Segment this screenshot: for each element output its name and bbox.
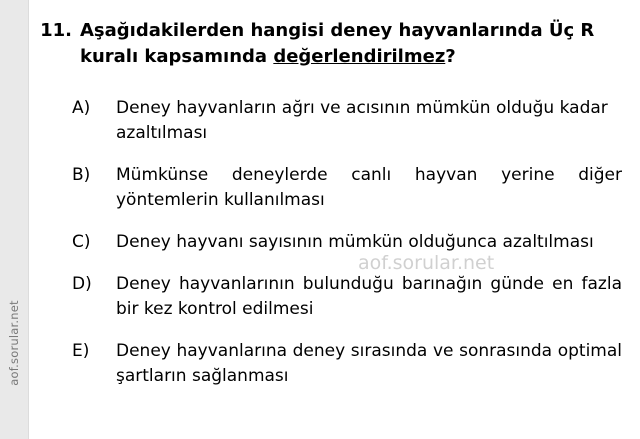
option-a-letter: A) (72, 98, 91, 118)
option-c-letter: C) (72, 232, 91, 252)
sidebar-watermark-bottom: aof.sorular.net (7, 300, 21, 386)
question-text-before: Aşağıdakilerden hangisi deney hayvanlarında Üç R kuralı kapsamında (80, 20, 595, 67)
sidebar-watermark-group (0, 0, 28, 439)
center-watermark: aof.sorular.net (358, 252, 495, 274)
question-text-emphasis: değerlendirilmez (273, 46, 446, 67)
question-row (28, 18, 628, 70)
option-d-letter: D) (72, 274, 92, 294)
option-e-letter: E) (72, 341, 90, 361)
option-e[interactable] (72, 339, 632, 389)
question-text (80, 18, 628, 70)
option-b[interactable] (72, 163, 632, 213)
options-list (72, 96, 632, 406)
question-text-after: ? (445, 46, 456, 67)
option-b-text: Mümkünse deneylerde canlı hayvan yerine diğer yöntemlerin kullanılması (116, 165, 622, 210)
question-page (28, 0, 640, 439)
option-c-text: Deney hayvanı sayısının mümkün olduğunca azaltılması (116, 232, 594, 252)
option-a[interactable] (72, 96, 632, 146)
question-number: 11. (40, 20, 72, 41)
left-sidebar-rail (0, 0, 29, 439)
option-e-text: Deney hayvanlarına deney sırasında ve sonrasında optimal şartların sağlanması (116, 341, 622, 386)
option-d[interactable] (72, 272, 632, 322)
option-c[interactable] (72, 230, 632, 255)
option-d-text: Deney hayvanlarının bulunduğu barınağın günde en fazla bir kez kontrol edilmesi (116, 274, 622, 319)
option-a-text: Deney hayvanların ağrı ve acısının mümkün olduğu kadar azaltılması (116, 98, 608, 143)
option-b-letter: B) (72, 165, 91, 185)
question-block (28, 18, 628, 70)
